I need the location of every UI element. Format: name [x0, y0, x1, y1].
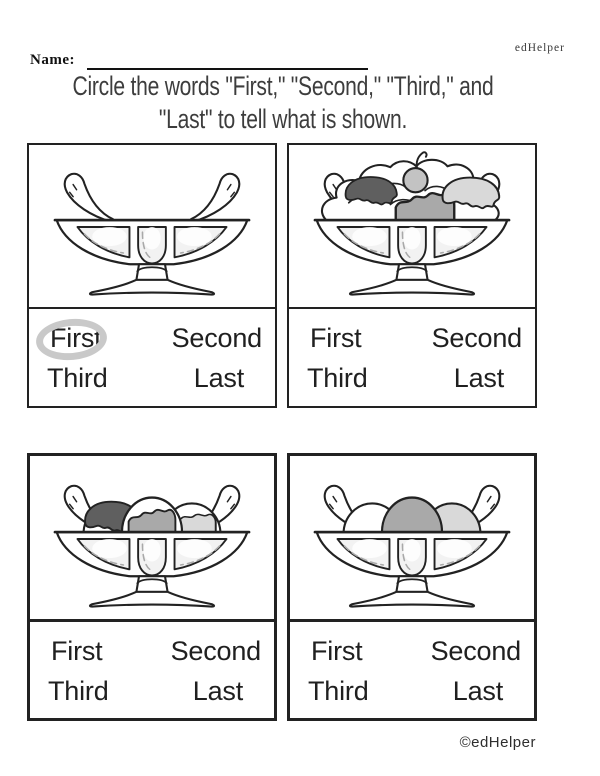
word-option-last[interactable]: Last	[452, 675, 503, 706]
name-label: Name:	[30, 52, 75, 68]
card-3-word-choices	[30, 622, 274, 711]
activity-card-3	[27, 453, 277, 721]
card-2-art-area	[289, 145, 535, 309]
card-4-word-choices	[290, 622, 534, 711]
card-1-art-area	[29, 145, 275, 309]
word-option-first[interactable]: First	[310, 322, 362, 353]
card-2-word-choices	[289, 309, 535, 398]
word-option-third[interactable]: Third	[47, 362, 108, 393]
name-blank-line[interactable]	[87, 49, 368, 70]
activity-card-2	[287, 143, 537, 408]
word-option-first[interactable]: First	[50, 322, 102, 353]
card-4-art-area	[290, 456, 534, 622]
plain-scoops-illustration	[298, 461, 526, 617]
light-sauce-drizzle	[443, 178, 500, 209]
worksheet-title-line-2: "Last" to tell what is shown.	[158, 104, 408, 134]
scoops-with-sauce-illustration	[38, 461, 266, 617]
word-option-third[interactable]: Third	[308, 675, 369, 706]
edhelper-logo-top: edHelper	[514, 42, 565, 54]
word-option-second[interactable]: Second	[171, 322, 262, 353]
card-1-word-choices	[29, 309, 275, 398]
word-option-third[interactable]: Third	[307, 362, 368, 393]
word-option-first[interactable]: First	[311, 635, 363, 666]
word-option-last[interactable]: Last	[192, 675, 243, 706]
activity-card-4	[287, 453, 537, 721]
card-3-art-area	[30, 456, 274, 622]
empty-banana-split-dish-illustration	[38, 149, 266, 305]
word-option-second[interactable]: Second	[170, 635, 261, 666]
worksheet-title-line-1: Circle the words "First," "Second," "Third," and	[72, 71, 494, 101]
word-option-third[interactable]: Third	[48, 675, 109, 706]
word-option-second[interactable]: Second	[431, 322, 522, 353]
finished-sundae-illustration	[298, 149, 526, 305]
activity-card-1	[27, 143, 277, 408]
gray-scoop	[382, 498, 442, 533]
word-option-second[interactable]: Second	[430, 635, 521, 666]
word-option-first[interactable]: First	[51, 635, 103, 666]
cherry-icon	[403, 168, 427, 192]
edhelper-copyright: ©edHelper	[459, 734, 536, 751]
word-option-last[interactable]: Last	[453, 362, 504, 393]
dark-sauce-drizzle	[346, 177, 397, 205]
word-option-last[interactable]: Last	[193, 362, 244, 393]
